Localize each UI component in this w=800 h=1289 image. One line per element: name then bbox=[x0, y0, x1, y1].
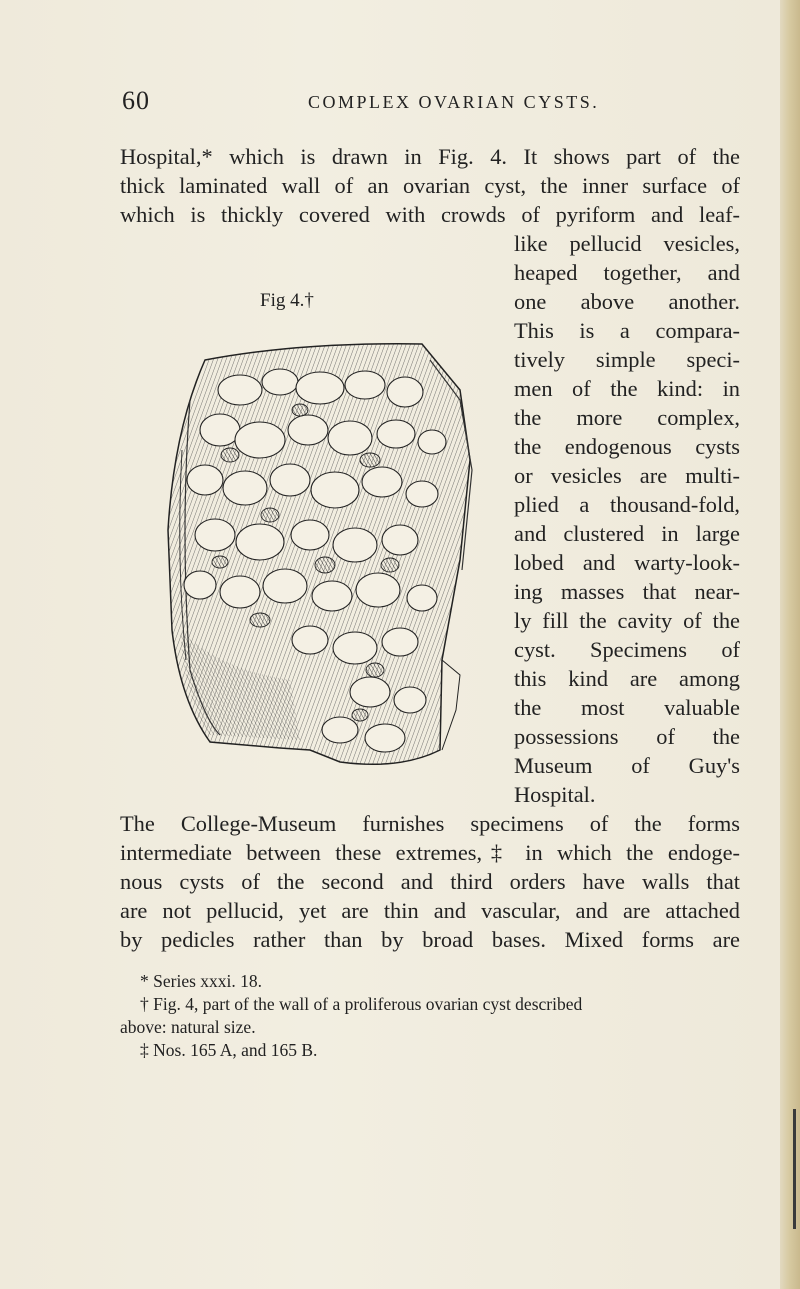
text-line: Hospital,* which is drawn in Fig. 4. It shows part of the bbox=[120, 144, 740, 169]
text-line: ly fill the cavity of the bbox=[514, 608, 740, 633]
text-line: are not pellucid, yet are thin and vascular, and are attached bbox=[120, 898, 740, 923]
footnote: * Series xxxi. 18. bbox=[140, 971, 263, 991]
text-line: heaped together, and bbox=[514, 260, 740, 285]
text-line: the more complex, bbox=[514, 405, 740, 430]
text-line: cyst. Specimens of bbox=[514, 637, 740, 662]
book-page-edge bbox=[780, 0, 800, 1289]
body-paragraph-wrap bbox=[514, 229, 740, 809]
body-paragraph-bottom bbox=[120, 809, 740, 954]
text-line: intermediate between these extremes,‡ in which the endoge- bbox=[120, 840, 740, 865]
text-line: nous cysts of the second and third orders have walls that bbox=[120, 869, 740, 894]
text-line: thick laminated wall of an ovarian cyst, the inner surface of bbox=[120, 173, 740, 198]
text-line: like pellucid vesicles, bbox=[514, 231, 740, 256]
text-line: The College-Museum furnishes specimens of the forms bbox=[120, 811, 740, 836]
text-line: by pedicles rather than by broad bases. Mixed forms are bbox=[120, 927, 740, 952]
text-line: the endogenous cysts bbox=[514, 434, 740, 459]
text-line: Museum of Guy's bbox=[514, 753, 740, 778]
figure-caption: Fig 4.† bbox=[260, 290, 314, 311]
text-line: the most valuable bbox=[514, 695, 740, 720]
footnotes bbox=[120, 970, 740, 1062]
text-line: This is a compara- bbox=[514, 318, 740, 343]
text-line: tively simple speci- bbox=[514, 347, 740, 372]
text-line: which is thickly covered with crowds of pyriform and leaf- bbox=[120, 202, 740, 227]
page-header bbox=[0, 86, 780, 116]
text-line: and clustered in large bbox=[514, 521, 740, 546]
text-line: ing masses that near- bbox=[514, 579, 740, 604]
running-head: COMPLEX OVARIAN CYSTS. bbox=[308, 92, 600, 112]
cyst-wall-engraving bbox=[160, 330, 500, 780]
text-line: lobed and warty-look- bbox=[514, 550, 740, 575]
text-line: this kind are among bbox=[514, 666, 740, 691]
text-line: possessions of the bbox=[514, 724, 740, 749]
figure-ovarian-cyst-illustration bbox=[160, 330, 500, 780]
page-number: 60 bbox=[122, 86, 150, 115]
text-line: Hospital. bbox=[514, 782, 596, 807]
footnote-continuation: above: natural size. bbox=[120, 1017, 256, 1037]
text-line: or vesicles are multi- bbox=[514, 463, 740, 488]
text-line: one above another. bbox=[514, 289, 740, 314]
footnote: ‡ Nos. 165 A, and 165 B. bbox=[140, 1040, 318, 1060]
text-line: plied a thousand-fold, bbox=[514, 492, 740, 517]
text-line: men of the kind: in bbox=[514, 376, 740, 401]
footnote: † Fig. 4, part of the wall of a proliferous ovarian cyst described bbox=[140, 994, 583, 1014]
body-paragraph-top bbox=[120, 142, 740, 229]
